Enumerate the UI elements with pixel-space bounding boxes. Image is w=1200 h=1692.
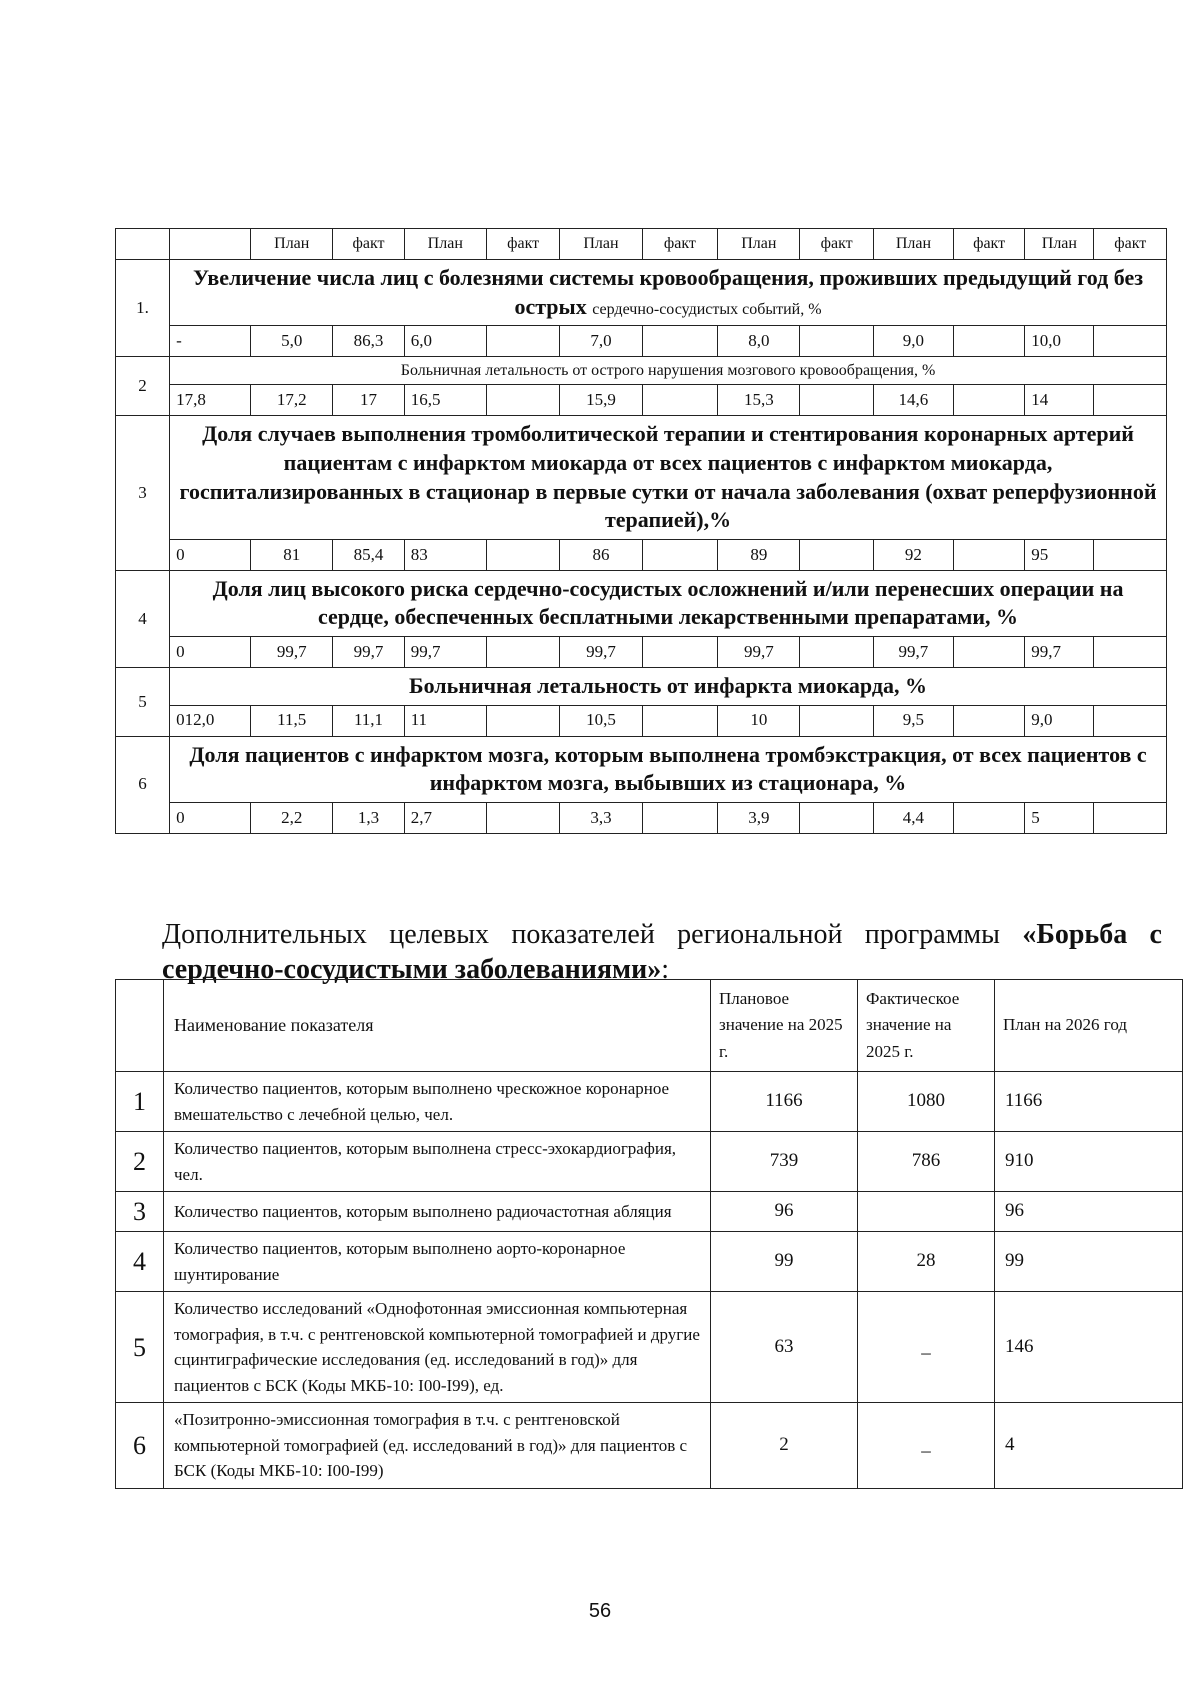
indicator-title xyxy=(170,357,1167,385)
value-cell xyxy=(1094,802,1167,833)
value-cell xyxy=(800,705,874,736)
row-number: 3 xyxy=(116,1192,164,1232)
value-cell xyxy=(1094,539,1167,570)
table-row xyxy=(116,1292,1183,1403)
indicator-title-text: Больничная летальность от острого нарушения мозгового кровообращения, % xyxy=(400,362,936,380)
indicator-title-text: Больничная летальность от инфаркта миокарда, % xyxy=(409,672,928,698)
indicator-name: Количество пациентов, которым выполнено аорто-коронарное шунтирование xyxy=(164,1232,711,1292)
plan-2026-value: 1166 xyxy=(995,1072,1183,1132)
value-cell xyxy=(1094,326,1167,357)
value-cell xyxy=(953,705,1024,736)
value-cell xyxy=(642,539,718,570)
indicator-title-row xyxy=(116,570,1167,636)
value-cell: 81 xyxy=(251,539,333,570)
row-number: 2 xyxy=(116,357,170,416)
value-cell xyxy=(642,326,718,357)
indicator-title-row xyxy=(116,416,1167,539)
indicator-title-normal: сердечно-сосудистых событий, % xyxy=(592,300,822,318)
value-cell: 7,0 xyxy=(560,326,642,357)
value-cell xyxy=(800,326,874,357)
value-cell: 99,7 xyxy=(251,636,333,667)
value-cell: 2,2 xyxy=(251,802,333,833)
value-cell: 8,0 xyxy=(718,326,800,357)
indicator-title-text: Доля пациентов с инфарктом мозга, которым выполнена тромбэкстракция, от всех пациентов с инфарктом мозга, выбывших из стационара, % xyxy=(189,741,1147,796)
value-cell: 9,0 xyxy=(1025,705,1094,736)
value-cell xyxy=(642,636,718,667)
value-cell: 16,5 xyxy=(404,385,486,416)
header-name: Наименование показателя xyxy=(164,980,711,1072)
value-cell: 85,4 xyxy=(333,539,404,570)
section-title-normal: Дополнительных целевых показателей региональной программы xyxy=(162,919,1000,950)
indicator-title xyxy=(170,667,1167,705)
value-cell: 10,0 xyxy=(1025,326,1094,357)
plan-2026-value: 4 xyxy=(995,1403,1183,1489)
value-cell xyxy=(486,636,560,667)
indicator-title-row xyxy=(116,667,1167,705)
value-cell xyxy=(642,802,718,833)
value-cell: 99,7 xyxy=(718,636,800,667)
value-cell xyxy=(486,539,560,570)
indicator-name: Количество пациентов, которым выполнена стресс-эхокардиография, чел. xyxy=(164,1132,711,1192)
value-cell: 0 xyxy=(170,539,251,570)
row-number: 4 xyxy=(116,1232,164,1292)
value-cell xyxy=(486,705,560,736)
plan-2025-value: 99 xyxy=(711,1232,858,1292)
indicator-title xyxy=(170,260,1167,326)
indicator-title-row xyxy=(116,736,1167,802)
section-title-suffix: : xyxy=(661,953,669,985)
column-header: факт xyxy=(333,229,404,260)
value-cell: 5,0 xyxy=(251,326,333,357)
value-cell xyxy=(1094,636,1167,667)
value-cell xyxy=(486,326,560,357)
value-cell: 14,6 xyxy=(873,385,953,416)
page-number: 56 xyxy=(588,1600,612,1622)
indicator-name: «Позитронно-эмиссионная томография в т.ч. с рентгеновской компьютерной томографией (ед. исследований в год)» для пациентов с БСК (Коды МКБ-10: I00-I99) xyxy=(164,1403,711,1489)
value-cell xyxy=(800,539,874,570)
indicator-title xyxy=(170,736,1167,802)
header-empty-cell xyxy=(116,229,170,260)
table-header-row xyxy=(116,229,1167,260)
value-cell: 99,7 xyxy=(560,636,642,667)
column-header: факт xyxy=(1094,229,1167,260)
table-row xyxy=(116,1403,1183,1489)
row-number: 6 xyxy=(116,736,170,833)
indicator-title-row xyxy=(116,260,1167,326)
value-cell xyxy=(953,636,1024,667)
value-cell: 10,5 xyxy=(560,705,642,736)
column-header: План xyxy=(251,229,333,260)
section-title xyxy=(162,918,1162,987)
value-cell: 17 xyxy=(333,385,404,416)
fact-2025-value: 28 xyxy=(858,1232,995,1292)
plan-2025-value: 63 xyxy=(711,1292,858,1403)
value-cell: 92 xyxy=(873,539,953,570)
value-cell: - xyxy=(170,326,251,357)
table-row xyxy=(116,1192,1183,1232)
row-number: 3 xyxy=(116,416,170,570)
fact-2025-value: _ xyxy=(858,1292,995,1403)
value-cell: 11,5 xyxy=(251,705,333,736)
plan-2026-value: 96 xyxy=(995,1192,1183,1232)
column-header: факт xyxy=(800,229,874,260)
row-number: 5 xyxy=(116,1292,164,1403)
value-cell: 89 xyxy=(718,539,800,570)
plan-2025-value: 96 xyxy=(711,1192,858,1232)
column-header: План xyxy=(873,229,953,260)
value-cell: 86 xyxy=(560,539,642,570)
row-number: 6 xyxy=(116,1403,164,1489)
value-cell: 99,7 xyxy=(404,636,486,667)
indicator-values-row xyxy=(116,385,1167,416)
plan-2025-value: 1166 xyxy=(711,1072,858,1132)
row-number: 2 xyxy=(116,1132,164,1192)
indicator-values-row xyxy=(116,539,1167,570)
value-cell xyxy=(953,385,1024,416)
value-cell: 15,3 xyxy=(718,385,800,416)
row-number: 1 xyxy=(116,1072,164,1132)
value-cell: 012,0 xyxy=(170,705,251,736)
indicator-title-row xyxy=(116,357,1167,385)
row-number: 4 xyxy=(116,570,170,667)
value-cell: 9,0 xyxy=(873,326,953,357)
value-cell: 11,1 xyxy=(333,705,404,736)
value-cell xyxy=(800,636,874,667)
value-cell: 0 xyxy=(170,802,251,833)
value-cell: 83 xyxy=(404,539,486,570)
indicator-values-row xyxy=(116,705,1167,736)
plan-2026-value: 146 xyxy=(995,1292,1183,1403)
value-cell: 17,8 xyxy=(170,385,251,416)
table-row xyxy=(116,1232,1183,1292)
value-cell xyxy=(800,385,874,416)
table-header-row xyxy=(116,980,1183,1072)
indicator-title xyxy=(170,416,1167,539)
fact-2025-value xyxy=(858,1192,995,1232)
value-cell xyxy=(800,802,874,833)
plan-2025-value: 739 xyxy=(711,1132,858,1192)
value-cell xyxy=(486,385,560,416)
indicator-title-text: Доля случаев выполнения тромболитической терапии и стентирования коронарных артерий пациентам с инфарктом миокарда от всех пациентов с инфарктом миокарда, госпитализированных в стационар в первые сутки от начала заболевания (охват реперфузионной терапией),% xyxy=(179,421,1157,533)
additional-indicators-table xyxy=(115,979,1183,1489)
value-cell: 3,9 xyxy=(718,802,800,833)
value-cell: 2,7 xyxy=(404,802,486,833)
value-cell: 15,9 xyxy=(560,385,642,416)
value-cell: 99,7 xyxy=(333,636,404,667)
value-cell: 86,3 xyxy=(333,326,404,357)
indicator-values-row xyxy=(116,636,1167,667)
value-cell: 14 xyxy=(1025,385,1094,416)
fact-2025-value: 786 xyxy=(858,1132,995,1192)
value-cell xyxy=(953,802,1024,833)
column-header: План xyxy=(1025,229,1094,260)
column-header: План xyxy=(560,229,642,260)
indicator-name: Количество пациентов, которым выполнено радиочастотная абляция xyxy=(164,1192,711,1232)
fact-2025-value: 1080 xyxy=(858,1072,995,1132)
value-cell xyxy=(953,326,1024,357)
plan-2026-value: 99 xyxy=(995,1232,1183,1292)
indicator-title-bold: Увеличение числа лиц с болезнями системы кровообращения, проживших предыдущий год без острых xyxy=(193,265,1144,319)
value-cell xyxy=(486,802,560,833)
value-cell xyxy=(642,385,718,416)
column-header: План xyxy=(718,229,800,260)
column-header: факт xyxy=(486,229,560,260)
header-empty-cell xyxy=(170,229,251,260)
value-cell: 99,7 xyxy=(1025,636,1094,667)
value-cell: 4,4 xyxy=(873,802,953,833)
table-row xyxy=(116,1072,1183,1132)
value-cell: 5 xyxy=(1025,802,1094,833)
value-cell: 0 xyxy=(170,636,251,667)
plan-2026-value: 910 xyxy=(995,1132,1183,1192)
value-cell: 3,3 xyxy=(560,802,642,833)
indicator-values-row xyxy=(116,326,1167,357)
indicator-values-row xyxy=(116,802,1167,833)
header-fact-2025: Фактическое значение на 2025 г. xyxy=(858,980,995,1072)
indicators-table xyxy=(115,228,1167,834)
row-number: 5 xyxy=(116,667,170,736)
indicator-name: Количество пациентов, которым выполнено чрескожное коронарное вмешательство с лечебной целью, чел. xyxy=(164,1072,711,1132)
header-number-cell xyxy=(116,980,164,1072)
value-cell xyxy=(1094,705,1167,736)
column-header: факт xyxy=(953,229,1024,260)
header-plan-2025: Плановое значение на 2025 г. xyxy=(711,980,858,1072)
plan-2025-value: 2 xyxy=(711,1403,858,1489)
header-plan-2026: План на 2026 год xyxy=(995,980,1183,1072)
value-cell: 95 xyxy=(1025,539,1094,570)
value-cell xyxy=(642,705,718,736)
column-header: факт xyxy=(642,229,718,260)
value-cell: 6,0 xyxy=(404,326,486,357)
table-row xyxy=(116,1132,1183,1192)
value-cell xyxy=(1094,385,1167,416)
row-number: 1. xyxy=(116,260,170,357)
indicator-name: Количество исследований «Однофотонная эмиссионная компьютерная томография, в т.ч. с рентгеновской компьютерной томографией и другие сцинтиграфические исследования (ед. исследований в год)» для пациентов с БСК (Коды МКБ-10: I00-I99), ед. xyxy=(164,1292,711,1403)
section-title-bold: «Борьба с сердечно-сосудистыми заболеваниями» xyxy=(162,919,1162,985)
column-header: План xyxy=(404,229,486,260)
value-cell: 9,5 xyxy=(873,705,953,736)
value-cell: 1,3 xyxy=(333,802,404,833)
value-cell xyxy=(953,539,1024,570)
value-cell: 99,7 xyxy=(873,636,953,667)
value-cell: 17,2 xyxy=(251,385,333,416)
fact-2025-value: _ xyxy=(858,1403,995,1489)
indicator-title-text: Доля лиц высокого риска сердечно-сосудистых осложнений и/или перенесших операции на сердце, обеспеченных бесплатными лекарственными препаратами, % xyxy=(212,575,1124,630)
value-cell: 11 xyxy=(404,705,486,736)
indicator-title xyxy=(170,570,1167,636)
value-cell: 10 xyxy=(718,705,800,736)
